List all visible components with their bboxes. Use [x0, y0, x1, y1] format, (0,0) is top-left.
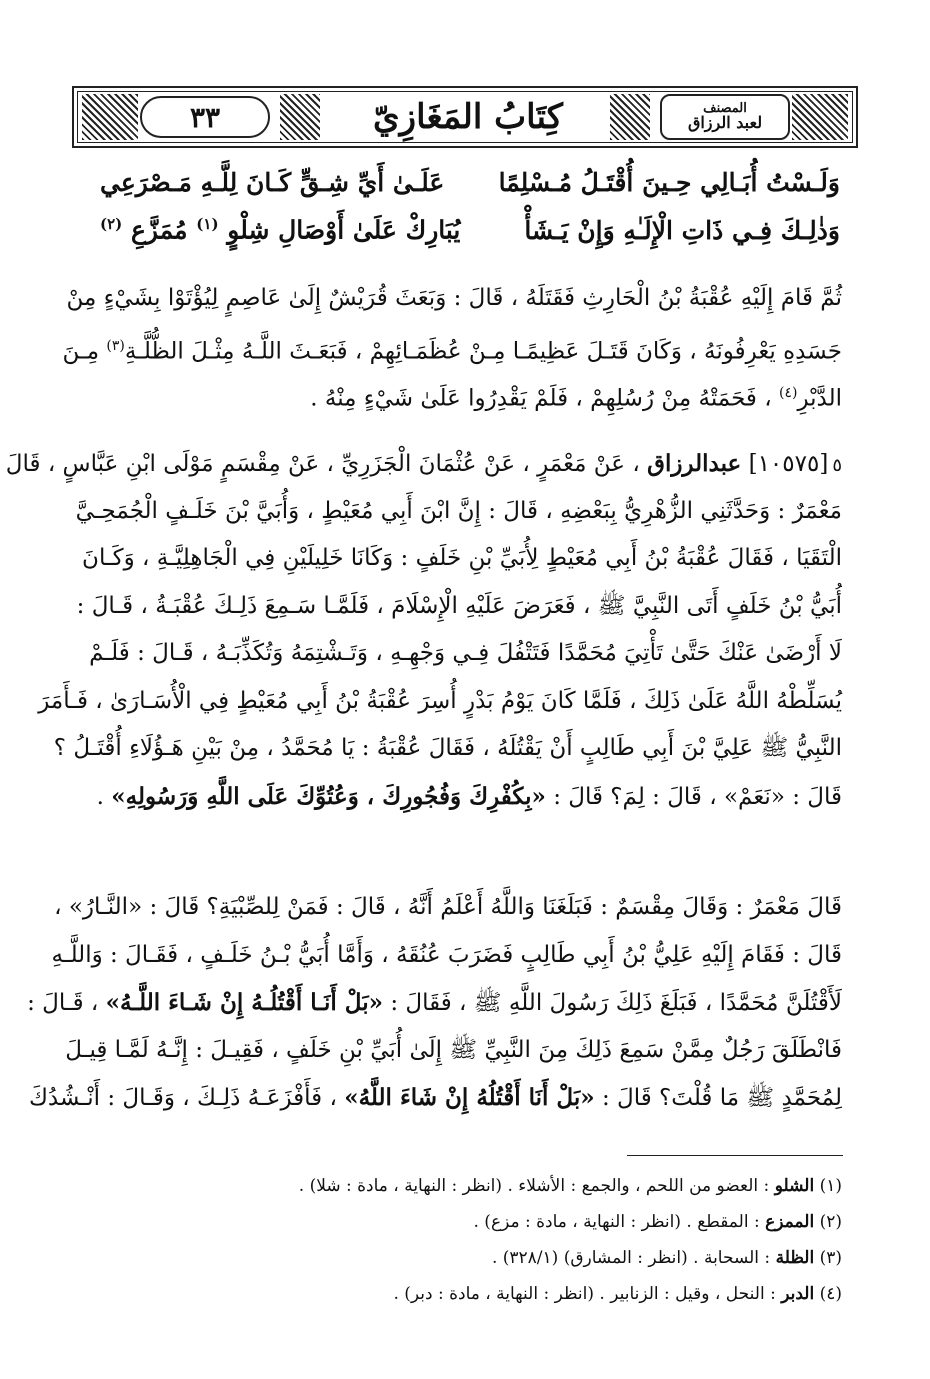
text-line: قَالَ : فَقَامَ إِلَيْهِ عَلِيُّ بْنُ أَبِي طَالِبٍ فَضَرَبَ عُنُقَهُ ، وَأَمَّا أُبَيُّ بْـنُ خَلَـفٍ ، فَقَـالَ : وَاللَّـهِ: [51, 941, 842, 968]
text-line: لَا أَرْضَىٰ عَنْكَ حَتَّىٰ تَأْتِيَ مُحَمَّدًا فَتَتْفُلَ فِـي وَجْهِـهِ ، وَتَـشْتِمَهُ وَتُكَذِّبَـهُ ، قَـالَ : فَلَـمْ: [89, 640, 842, 666]
text-span: ، قَـالَ :: [27, 990, 99, 1016]
text-line: قَالَ مَعْمَرٌ : وَقَالَ مِقْسَمٌ : فَبَلَغَنَا وَاللَّهُ أَعْلَمُ أَنَّهُ ، قَالَ : فَمَنْ لِلصِّبْيَةِ؟ قَالَ : «النَّـارُ» ،: [54, 894, 842, 920]
publisher-seal: [660, 94, 790, 140]
text-span: ، عَنْ مَعْمَرٍ ، عَنْ عُثْمَانَ الْجَزَرِيِّ ، عَنْ مِقْسَمٍ مَوْلَى ابْنِ عَبَّاسٍ ، قَالَ: [5, 451, 640, 477]
text-line: أُبَيُّ بْنُ خَلَفٍ أَتَى النَّبِيَّ ﷺ ، فَعَرَضَ عَلَيْهِ الْإِسْلَامَ ، فَلَمَّـا سَـمِعَ ذَلِـكَ عُقْبَـةُ ، قَـالَ :: [76, 592, 842, 619]
ornament-center-left: [280, 94, 320, 140]
footnote-text: : النحل ، وقيل : الزنابير . (انظر : النهاية ، مادة : دبر) .: [393, 1284, 776, 1304]
text-line: يُسَلِّطْهُ اللَّهُ عَلَىٰ ذَلِكَ ، فَلَمَّا كَانَ يَوْمُ بَدْرٍ أُسِرَ عُقْبَةُ بْنُ أَبِي مُعَيْطٍ فِي الْأُسَـارَىٰ ، فَـأَمَرَ: [38, 687, 842, 714]
paragraph-1: [62, 275, 842, 418]
book-title: كِتَابُ المَغَازِيّ: [373, 97, 563, 137]
seal-top-text: المصنف: [703, 100, 747, 116]
text-span: ، فَحَمَتْهُ مِنْ رُسُلِهِمْ ، فَلَمْ يَقْدِرُوا عَلَىٰ شَيْءٍ مِنْهُ .: [310, 385, 772, 412]
verse-second-hemistich: [100, 215, 460, 244]
text-span: .: [96, 783, 104, 810]
text-line: [27, 979, 842, 1027]
footnotes: [96, 1168, 842, 1312]
footnote-ref: (٤): [778, 385, 798, 401]
verse-first-hemistich: وَلَـسْتُ أُبَـالِي حِـينَ أُقْتَـلُ مُـسْلِمًا: [498, 167, 840, 197]
footnote-ref: (٢): [100, 215, 123, 234]
text-span: لِمُحَمَّدٍ ﷺ مَا قُلْتَ؟ قَالَ :: [601, 1085, 842, 1111]
footnote-number: (٤): [819, 1284, 842, 1304]
footnote-number: (٣): [819, 1248, 842, 1268]
text-span: جَسَدِهِ يَعْرِفُونَهُ ، وَكَانَ قَتَـلَ عَظِيمًـا مِـنْ عُظَمَـائِهِمْ ، فَبَعَـثَ اللَّـهُ مِثْـلَ الظُّلَّـةِ: [124, 338, 842, 365]
footnote-term: الممزع: [765, 1212, 815, 1232]
page-number: ٣٣: [189, 100, 221, 134]
text-line: [5, 440, 842, 488]
text-line: النَّبِيُّ ﷺ عَلِيَّ بْنَ أَبِي طَالِبٍ أَنْ يَقْتُلَهُ ، فَقَالَ عُقْبَةُ : يَا مُحَمَّدُ ، مِنْ بَيْنِ هَـؤُلَاءِ أُقْتَـلُ ؟: [53, 735, 842, 761]
text-line: مَعْمَرٌ : وَحَدَّثَنِي الزُّهْرِيُّ بِبَعْضِهِ ، قَالَ : إِنَّ ابْنَ أَبِي مُعَيْطٍ ، وَأُبَيَّ بْنَ خَلَـفٍ الْجُمَحِـيَّ: [75, 497, 842, 524]
footnote-number: (١): [819, 1176, 842, 1196]
page-header: [72, 86, 858, 148]
text-line: ثُمَّ قَامَ إِلَيْهِ عُقْبَةُ بْنُ الْحَارِثِ فَقَتَلَهُ ، قَالَ : وَبَعَثَ قُرَيْشٌ إِلَىٰ عَاصِمٍ لِيُؤْتَوْا بِشَيْءٍ مِنْ: [66, 285, 842, 311]
ornament-left: [82, 94, 138, 140]
prophet-quote: «بَلْ أَنَـا أَقْتُلُـهُ إِنْ شَـاءَ اللَّـهُ»: [105, 989, 383, 1016]
title-frame: [328, 92, 608, 142]
footnote-text: : المقطع . (انظر : النهاية ، مادة : مزع) .: [473, 1212, 760, 1232]
footnote: [96, 1276, 842, 1312]
paragraph-3: [27, 884, 842, 1122]
ornament-right: [792, 94, 848, 140]
seal-bottom-text: لعبد الرزاق: [687, 113, 763, 133]
footnote-term: الظلة: [775, 1248, 815, 1268]
footnote-ref: (١): [196, 215, 219, 234]
poem: [100, 158, 840, 254]
text-span: الدَّبْرِ: [797, 385, 842, 412]
verse-second-hemistich: عَلَـىٰ أَيِّ شِـقٍّ كَـانَ لِلَّـهِ مَـصْرَعِي: [100, 167, 445, 197]
poem-verse: [100, 206, 840, 254]
footnote: [96, 1240, 842, 1276]
text-line: [62, 323, 842, 371]
text-line: [96, 370, 842, 418]
verse-text: مُمَزَّعِ: [131, 215, 188, 245]
text-line: [96, 773, 842, 821]
text-line: الْتَقَيَا ، فَقَالَ عُقْبَةُ بْنُ أَبِي مُعَيْطٍ لِأُبَيِّ بْنِ خَلَفٍ : وَكَانَا خَلِيلَيْنِ فِي الْجَاهِلِيَّـةِ ، وَكَـانَ: [82, 545, 842, 571]
prophet-quote: «بَلْ أَنَا أَقْتُلُهُ إِنْ شَاءَ اللَّهُ»: [344, 1084, 595, 1111]
page-number-frame: [140, 96, 270, 138]
poem-verse: [100, 158, 840, 206]
text-span: مِـنَ: [62, 338, 100, 365]
footnote-text: : السحابة . (انظر : المشارق) (٣٢٨/١) .: [491, 1248, 771, 1268]
text-span: ، فَأَفْزَعَـهُ ذَلِـكَ ، وَقَـالَ : أَنْـشُدُكَ: [28, 1085, 337, 1111]
hadith-marker: ٥: [832, 455, 842, 476]
verse-first-hemistich: وَذٰلِـكَ فِـي ذَاتِ الْإِلَـٰهِ وَإِنْ يَـشَأْ: [524, 215, 840, 245]
footnote-text: : العضو من اللحم ، والجمع : الأشلاء . (انظر : النهاية ، مادة : شلا) .: [298, 1176, 770, 1196]
footnote-number: (٢): [819, 1212, 842, 1232]
hadith-number: [١٠٥٧٥]: [748, 451, 829, 477]
text-span: لَأَقْتُلَنَّ مُحَمَّدًا ، فَبَلَغَ ذَلِكَ رَسُولَ اللَّهِ ﷺ ، فَقَالَ :: [390, 990, 842, 1016]
ornament-center-right: [610, 94, 650, 140]
text-span: قَالَ : «نَعَمْ» ، قَالَ : لِمَ؟ قَالَ :: [553, 783, 842, 810]
footnote: [96, 1204, 842, 1240]
footnote: [96, 1168, 842, 1204]
prophet-quote: «بِكُفْرِكَ وَفُجُورِكَ ، وَعُتُوِّكَ عَلَى اللَّهِ وَرَسُولِهِ»: [111, 782, 546, 810]
footnote-term: الشلو: [774, 1176, 815, 1196]
hadith-author: عبدالرزاق: [647, 450, 742, 477]
verse-text: يُبَارِكْ عَلَىٰ أَوْصَالِ شِلْوٍ: [227, 215, 461, 245]
footnote-divider: [627, 1155, 843, 1156]
paragraph-2: [5, 440, 842, 820]
text-line: [28, 1074, 842, 1122]
footnote-term: الدبر: [781, 1284, 815, 1304]
footnote-ref: (٣): [106, 337, 125, 354]
text-line: فَانْطَلَقَ رَجُلٌ مِمَّنْ سَمِعَ ذَلِكَ مِنَ النَّبِيِّ ﷺ إِلَىٰ أُبَيِّ بْنِ خَلَفٍ ، فَقِيـلَ : إِنَّـهُ لَمَّـا قِيـلَ: [65, 1036, 842, 1063]
